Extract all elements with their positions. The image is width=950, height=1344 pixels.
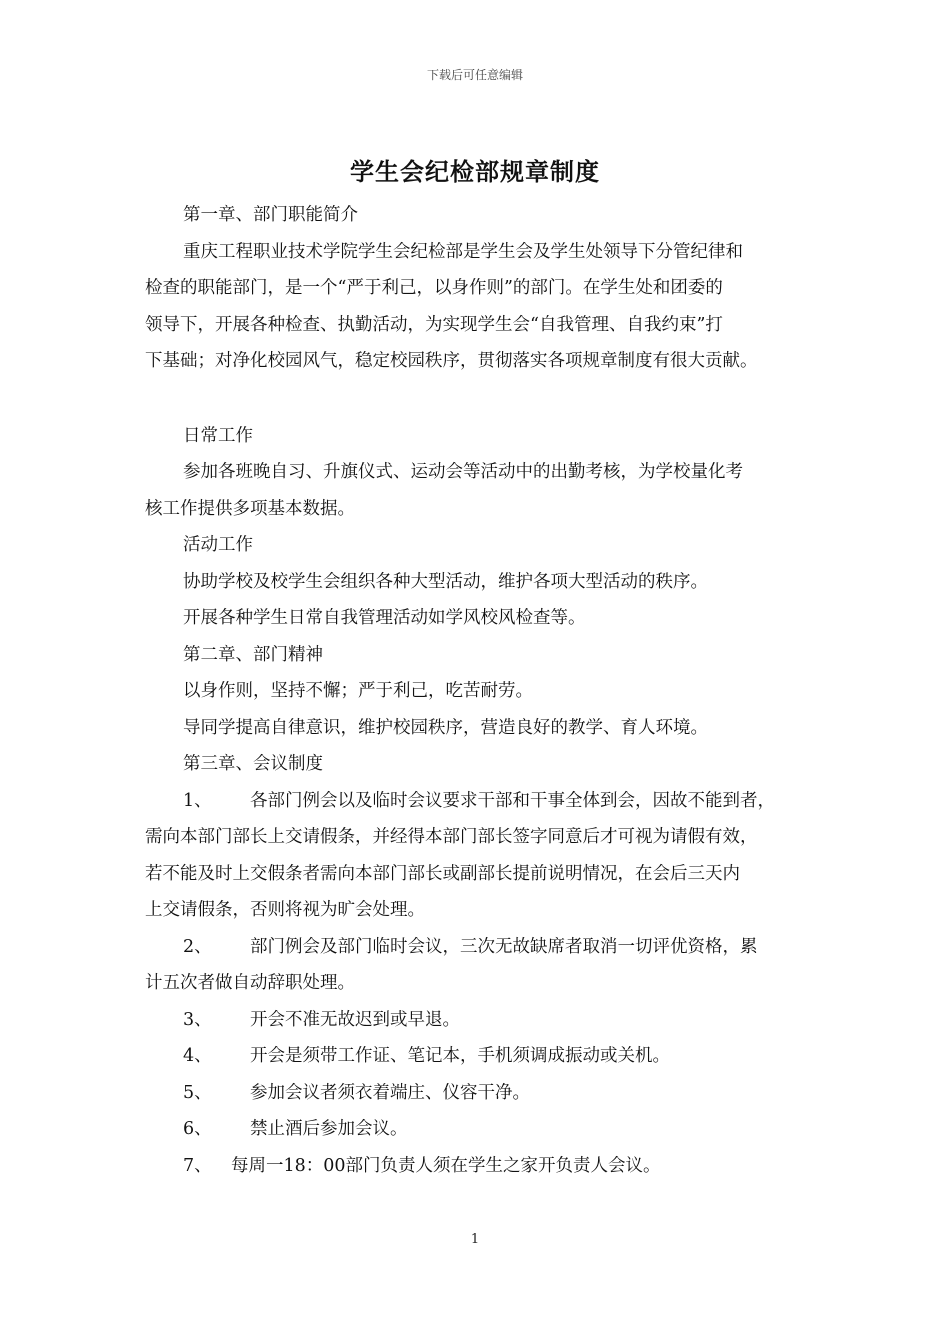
paragraph-line: 下基础；对净化校园风气，稳定校园秩序，贯彻落实各项规章制度有很大贡献。: [145, 351, 758, 371]
paragraph-line: 参加各班晚自习、升旗仪式、运动会等活动中的出勤考核，为学校量化考: [183, 462, 743, 482]
list-item: [145, 1038, 815, 1075]
item-text: 禁止酒后参加会议。: [250, 1119, 408, 1139]
item-number: 4、: [183, 1046, 212, 1066]
paragraph-line: 开展各种学生日常自我管理活动如学风校风检查等。: [183, 608, 586, 628]
list-item: [145, 929, 815, 966]
paragraph-line: 核工作提供多项基本数据。: [145, 498, 355, 519]
list-item: [145, 1148, 815, 1185]
blank-line: [145, 380, 815, 418]
item-number: 6、: [183, 1119, 212, 1139]
item-text: 每周一18：00部门负责人须在学生之家开负责人会议。: [231, 1155, 661, 1176]
chapter-heading: 第二章、部门精神: [183, 644, 323, 665]
paragraph-line: 领导下，开展各种检查、执勤活动，为实现学生会“自我管理、自我约束”打: [145, 314, 723, 335]
item-text: 开会是须带工作证、笔记本，手机须调成振动或关机。: [250, 1046, 670, 1066]
page-number: 1: [470, 1232, 480, 1247]
chapter-heading: 第一章、部门职能简介: [183, 205, 358, 225]
list-item: [145, 1075, 815, 1112]
item-number: 3、: [183, 1009, 212, 1030]
paragraph-line: 若不能及时上交假条者需向本部门部长或副部长提前说明情况，在会后三天内: [145, 863, 740, 884]
paragraph-line: 计五次者做自动辞职处理。: [145, 973, 355, 993]
section-heading: 日常工作: [183, 425, 253, 446]
item-text: 部门例会及部门临时会议，三次无故缺席者取消一切评优资格，累: [250, 936, 758, 957]
item-number: 5、: [183, 1082, 212, 1103]
item-number: 2、: [183, 936, 212, 957]
item-number: 7、: [183, 1155, 212, 1176]
list-item: [145, 1002, 815, 1039]
list-item: [145, 1111, 815, 1148]
item-text: 参加会议者须衣着端庄、仪容干净。: [250, 1082, 530, 1103]
header-note: 下载后可任意编辑: [426, 68, 523, 82]
paragraph-line: 检查的职能部门，是一个“严于利己，以身作则”的部门。在学生处和团委的: [145, 278, 723, 298]
paragraph-line: 需向本部门部长上交请假条，并经得本部门部长签字同意后才可视为请假有效，: [145, 827, 758, 847]
section-heading: 活动工作: [183, 535, 253, 555]
document-body: [145, 197, 815, 1184]
document-title: 学生会纪检部规章制度: [350, 158, 600, 186]
list-item: [145, 783, 815, 820]
paragraph-line: 协助学校及校学生会组织各种大型活动，维护各项大型活动的秩序。: [183, 571, 708, 592]
item-text: 各部门例会以及临时会议要求干部和干事全体到会，因故不能到者，: [250, 790, 775, 811]
paragraph-line: 上交请假条，否则将视为旷会处理。: [145, 900, 425, 920]
paragraph-line: 重庆工程职业技术学院学生会纪检部是学生会及学生处领导下分管纪律和: [183, 241, 743, 262]
paragraph-line: 导同学提高自律意识，维护校园秩序，营造良好的教学、育人环境。: [183, 717, 708, 738]
item-number: 1、: [183, 790, 212, 811]
paragraph-line: 以身作则，坚持不懈；严于利己，吃苦耐劳。: [183, 681, 533, 701]
chapter-heading: 第三章、会议制度: [183, 754, 323, 774]
item-text: 开会不准无故迟到或早退。: [250, 1009, 460, 1030]
